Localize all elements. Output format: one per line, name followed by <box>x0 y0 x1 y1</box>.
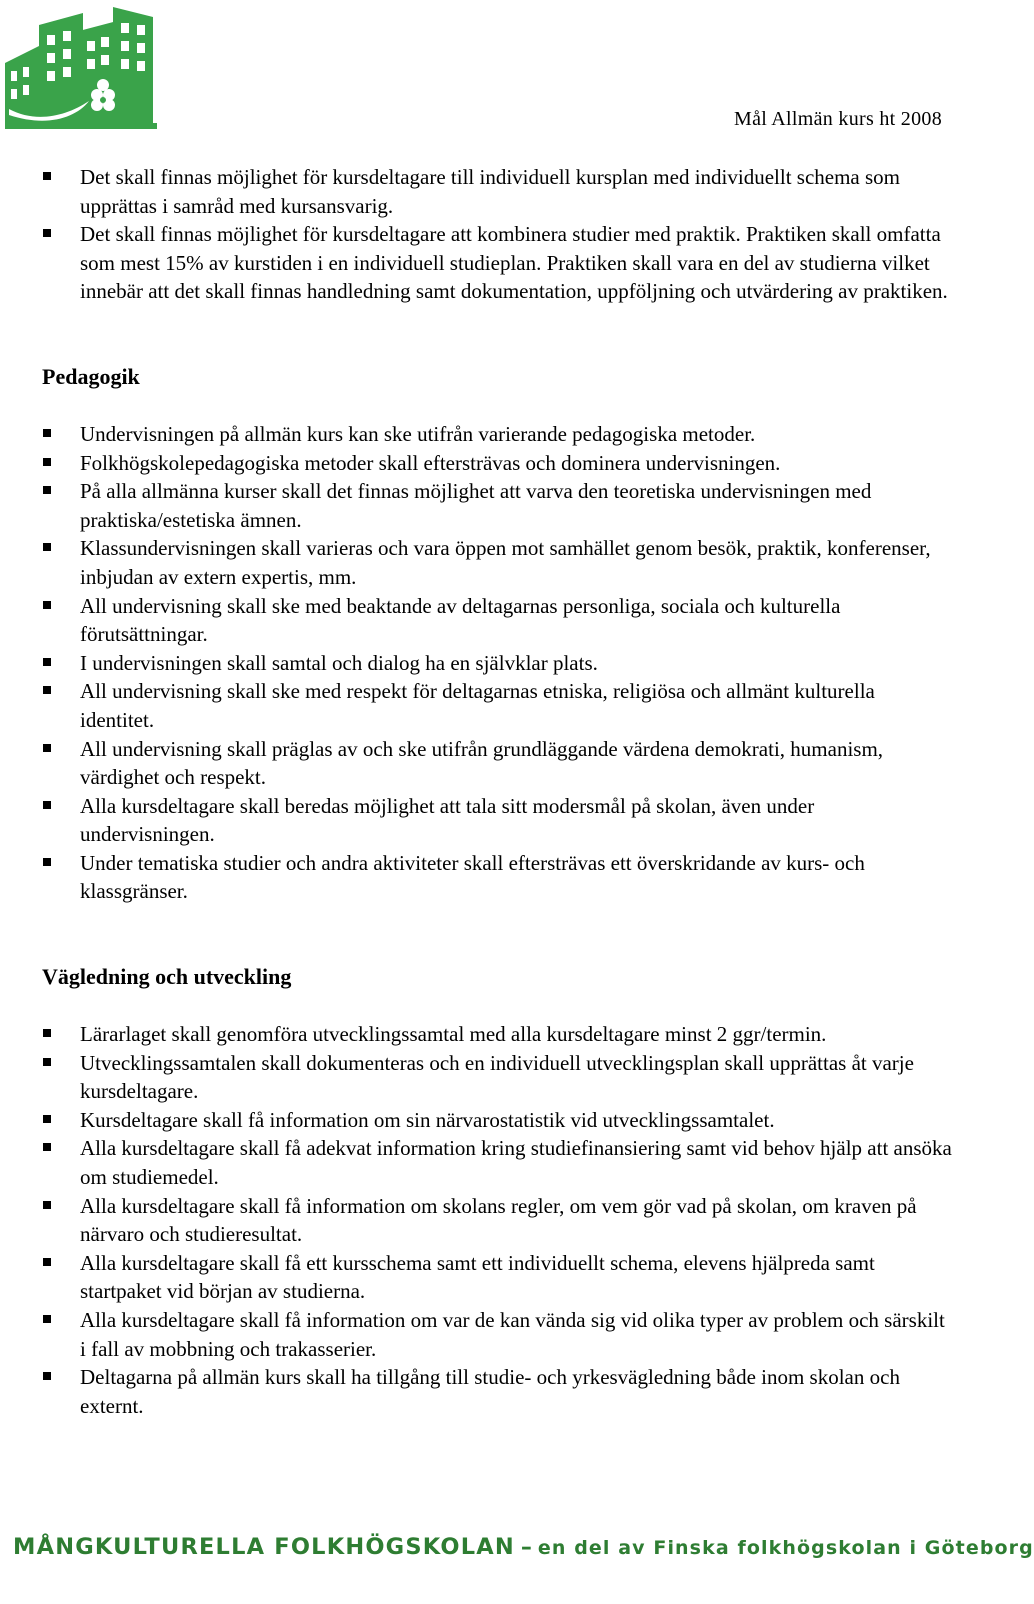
footer-dash: – <box>520 1535 532 1560</box>
list-item: Undervisningen på allmän kurs kan ske utifrån varierande pedagogiska metoder. <box>42 420 952 449</box>
list-item: Klassundervisningen skall varieras och vara öppen mot samhället genom besök, praktik, konferenser, inbjudan av extern expertis, mm. <box>42 534 952 591</box>
list-item: Utvecklingssamtalen skall dokumenteras och en individuell utvecklingsplan skall upprättas åt varje kursdeltagare. <box>42 1049 952 1106</box>
list-item: Alla kursdeltagare skall beredas möjlighet att tala sitt modersmål på skolan, även under undervisningen. <box>42 792 952 849</box>
list-item: Kursdeltagare skall få information om sin närvarostatistik vid utvecklingssamtalet. <box>42 1106 952 1135</box>
list-item: Alla kursdeltagare skall få ett kursschema samt ett individuellt schema, elevens hjälpreda samt startpaket vid början av studierna. <box>42 1249 952 1306</box>
list-item: Det skall finnas möjlighet för kursdeltagare att kombinera studier med praktik. Praktiken skall omfatta som mest 15% av kurstiden i en individuell studieplan. Praktiken skall vara en del av studierna vilket innebär att det skall finnas handledning samt dokumentation, uppföljning och utvärdering av praktiken. <box>42 220 952 306</box>
pedagogik-bullet-list <box>42 420 952 906</box>
school-buildings-logo-icon <box>5 5 157 129</box>
list-item: Det skall finnas möjlighet för kursdeltagare till individuell kursplan med individuellt schema som upprättas i samråd med kursansvarig. <box>42 163 952 220</box>
list-item: I undervisningen skall samtal och dialog ha en självklar plats. <box>42 649 952 678</box>
footer-subtitle: en del av Finska folkhögskolan i Göteborg <box>537 1537 1034 1559</box>
list-item: All undervisning skall präglas av och ske utifrån grundläggande värdena demokrati, humanism, värdighet och respekt. <box>42 735 952 792</box>
list-item: All undervisning skall ske med beaktande av deltagarnas personliga, sociala och kulturella förutsättningar. <box>42 592 952 649</box>
list-item: Under tematiska studier och andra aktiviteter skall eftersträvas ett överskridande av kurs- och klassgränser. <box>42 849 952 906</box>
intro-bullet-list <box>42 163 952 306</box>
section-heading-vagledning: Vägledning och utveckling <box>42 964 292 990</box>
document-header-title: Mål Allmän kurs ht 2008 <box>733 108 942 130</box>
list-item: Deltagarna på allmän kurs skall ha tillgång till studie- och yrkesvägledning både inom skolan och externt. <box>42 1363 952 1420</box>
list-item: Alla kursdeltagare skall få information om var de kan vända sig vid olika typer av problem och särskilt i fall av mobbning och trakasserier. <box>42 1306 952 1363</box>
list-item: All undervisning skall ske med respekt för deltagarnas etniska, religiösa och allmänt kulturella identitet. <box>42 677 952 734</box>
list-item: Lärarlaget skall genomföra utvecklingssamtal med alla kursdeltagare minst 2 ggr/termin. <box>42 1020 952 1049</box>
section-heading-pedagogik: Pedagogik <box>42 363 140 389</box>
list-item: På alla allmänna kurser skall det finnas möjlighet att varva den teoretiska undervisningen med praktiska/estetiska ämnen. <box>42 477 952 534</box>
vagledning-bullet-list <box>42 1020 952 1420</box>
list-item: Folkhögskolepedagogiska metoder skall eftersträvas och dominera undervisningen. <box>42 449 952 478</box>
footer-branding <box>13 1534 1034 1560</box>
document-body <box>42 163 952 1420</box>
list-item: Alla kursdeltagare skall få information om skolans regler, om vem gör vad på skolan, om kraven på närvaro och studieresultat. <box>42 1192 952 1249</box>
list-item: Alla kursdeltagare skall få adekvat information kring studiefinansiering samt vid behov hjälp att ansöka om studiemedel. <box>42 1134 952 1191</box>
footer-school-name: MÅNGKULTURELLA FOLKHÖGSKOLAN <box>13 1534 515 1560</box>
